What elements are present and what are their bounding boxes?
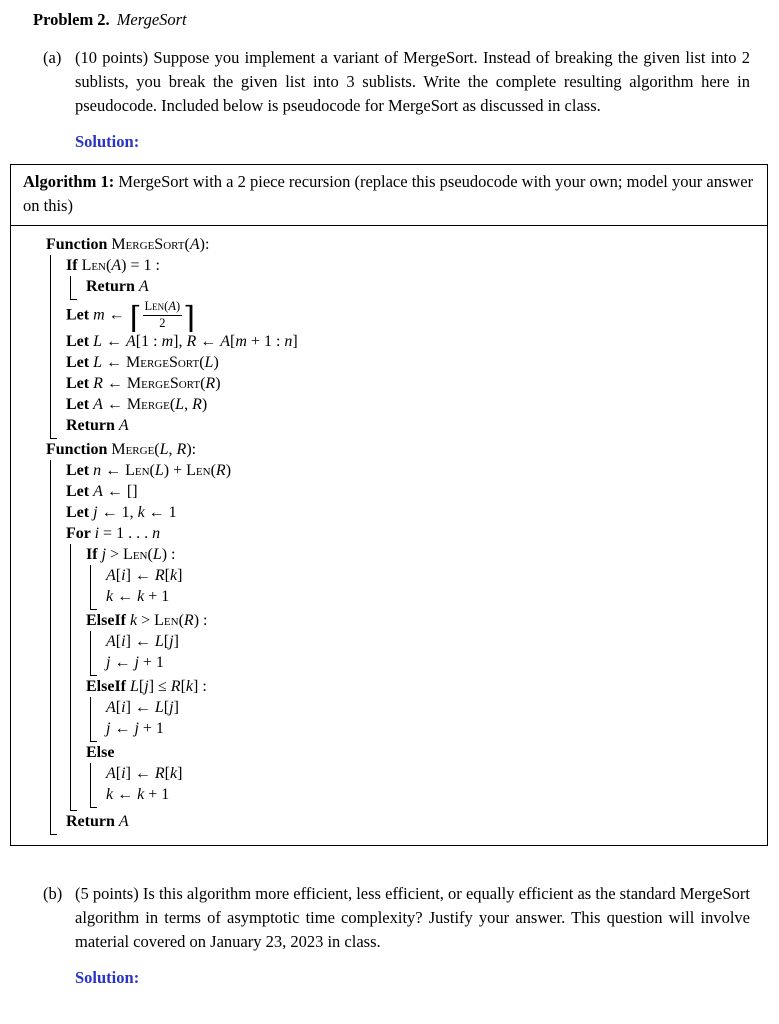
algorithm-line bbox=[66, 523, 757, 544]
algo-token: L bbox=[175, 396, 185, 414]
algo-token: k bbox=[106, 786, 114, 804]
algorithm-line bbox=[66, 394, 757, 415]
algorithm-line bbox=[86, 676, 757, 697]
algo-token: Let bbox=[66, 462, 94, 480]
algo-token: j bbox=[101, 546, 107, 564]
algorithm-line bbox=[66, 331, 757, 352]
problem-label: Problem 2. bbox=[33, 10, 110, 29]
algo-token: ], bbox=[173, 333, 187, 351]
algo-token: A bbox=[106, 765, 116, 783]
algo-token: [ bbox=[115, 567, 122, 585]
algo-token: j bbox=[144, 678, 149, 696]
algo-token: Return bbox=[66, 813, 119, 831]
algo-token: Return bbox=[86, 278, 139, 295]
algo-token: For bbox=[66, 525, 95, 543]
algorithm-line bbox=[106, 763, 757, 784]
algorithm-block bbox=[70, 544, 757, 811]
algo-token: Let bbox=[66, 306, 94, 324]
part-b-label: (b) bbox=[43, 884, 63, 904]
algo-token: ← bbox=[104, 306, 129, 324]
solution-label: Solution: bbox=[75, 968, 140, 988]
algo-token: If bbox=[86, 546, 102, 564]
algorithm-line bbox=[46, 439, 757, 460]
algo-token: ) bbox=[175, 299, 181, 313]
algo-token: ← bbox=[196, 333, 221, 351]
solution-label: Solution: bbox=[75, 132, 140, 151]
algo-token: j bbox=[106, 720, 111, 738]
algorithm-caption bbox=[11, 165, 767, 226]
algo-token: ] bbox=[177, 765, 183, 783]
algo-token: R bbox=[154, 765, 165, 783]
algo-token: k bbox=[137, 588, 145, 606]
algorithm-block bbox=[90, 697, 757, 742]
algo-token: L bbox=[154, 633, 164, 651]
algo-token: ← bbox=[113, 786, 138, 804]
algo-token: + 1 bbox=[138, 654, 164, 672]
algo-token: ( bbox=[149, 462, 155, 480]
algo-token: ): bbox=[186, 441, 197, 459]
algorithm-block bbox=[90, 565, 757, 610]
algo-token: + 1 bbox=[138, 720, 164, 738]
algo-token: A bbox=[111, 257, 122, 274]
algo-token: R bbox=[192, 396, 202, 414]
algo-token: [ bbox=[115, 699, 122, 717]
algo-token: ( bbox=[147, 546, 153, 564]
algo-token: [ bbox=[115, 633, 122, 651]
algo-token: Let bbox=[66, 333, 94, 351]
algorithm-line bbox=[66, 460, 757, 481]
algo-token: k bbox=[185, 678, 194, 696]
algo-token: [ bbox=[230, 333, 236, 351]
algo-token: Else bbox=[86, 744, 115, 762]
algo-token: A bbox=[118, 417, 129, 435]
algorithm-line bbox=[86, 742, 757, 763]
algo-token: ] bbox=[173, 699, 179, 717]
algo-token: m bbox=[161, 333, 174, 351]
algo-token: L bbox=[154, 462, 164, 480]
algorithm-line bbox=[66, 481, 757, 502]
algo-token: L bbox=[152, 546, 162, 564]
algorithm-line bbox=[46, 234, 757, 255]
algo-token: i bbox=[121, 699, 126, 717]
algo-token: > bbox=[137, 612, 155, 630]
algorithm-line bbox=[86, 544, 757, 565]
algo-token: ( bbox=[200, 375, 206, 393]
algo-token: A bbox=[93, 483, 103, 501]
algorithm-line bbox=[106, 718, 757, 739]
algo-token: A bbox=[106, 699, 116, 717]
algo-token: [ bbox=[115, 765, 122, 783]
algo-token: + 1 bbox=[144, 786, 170, 804]
algo-token: Function bbox=[46, 441, 112, 459]
algorithm-line bbox=[106, 784, 757, 805]
algo-token: j bbox=[169, 633, 174, 651]
algo-token: A bbox=[220, 333, 231, 351]
algo-token: Len bbox=[154, 612, 179, 630]
algo-token: A bbox=[93, 396, 103, 414]
algo-token: A bbox=[189, 236, 200, 253]
algo-token: m bbox=[235, 333, 247, 351]
algo-token: ] ← bbox=[125, 699, 155, 717]
algo-token: A bbox=[118, 813, 129, 831]
algo-token: L bbox=[130, 678, 139, 696]
algorithm-line bbox=[66, 502, 757, 523]
fraction bbox=[143, 300, 183, 330]
algo-token: ( bbox=[169, 396, 176, 414]
algo-token: n bbox=[284, 333, 293, 351]
algo-token: k bbox=[130, 612, 138, 630]
fraction-numerator bbox=[143, 300, 183, 316]
problem-title bbox=[33, 8, 750, 32]
algo-token: [ bbox=[164, 765, 170, 783]
algo-token: L bbox=[154, 699, 164, 717]
algo-token: MergeSort bbox=[126, 375, 201, 393]
algo-token: R bbox=[170, 678, 181, 696]
algo-token: ] bbox=[292, 333, 298, 351]
algo-token: MergeSort bbox=[111, 236, 185, 253]
algo-token: A bbox=[138, 278, 149, 295]
algo-token: k bbox=[137, 786, 145, 804]
algo-token: R bbox=[93, 375, 103, 393]
algo-token: ) bbox=[213, 354, 219, 372]
algo-token: ( bbox=[184, 236, 190, 253]
algo-token: L bbox=[93, 333, 103, 351]
algorithm-caption-text: MergeSort with a 2 piece recursion (replace this pseudocode with your own; model your answer on this) bbox=[23, 172, 754, 215]
algo-token: ) + bbox=[163, 462, 187, 480]
algo-token: ] ← bbox=[125, 765, 155, 783]
algo-token: L bbox=[159, 441, 169, 459]
algo-token: [1 : bbox=[135, 333, 162, 351]
algo-token: R bbox=[183, 612, 194, 630]
algo-token: ← bbox=[102, 354, 127, 372]
algo-token: R bbox=[154, 567, 165, 585]
algo-token: Let bbox=[66, 354, 94, 372]
algo-token: i bbox=[121, 633, 126, 651]
algo-token: k bbox=[106, 588, 114, 606]
algo-token: ] ≤ bbox=[148, 678, 171, 696]
algo-token: A bbox=[106, 633, 116, 651]
algo-token: n bbox=[152, 525, 161, 543]
algo-token: ): bbox=[199, 236, 210, 253]
algorithm-block bbox=[70, 276, 757, 300]
algo-token: + 1 bbox=[144, 588, 170, 606]
algo-token: ( bbox=[178, 612, 184, 630]
algorithm-line bbox=[106, 565, 757, 586]
algo-token: R bbox=[176, 441, 187, 459]
algorithm-line bbox=[86, 276, 757, 297]
algo-token: ← 1, bbox=[97, 504, 138, 522]
algo-token: ← bbox=[110, 654, 135, 672]
algo-token: R bbox=[186, 333, 197, 351]
algo-token: [ bbox=[180, 678, 186, 696]
algo-token: R bbox=[205, 375, 216, 393]
algorithm-line bbox=[106, 652, 757, 673]
algo-token: A bbox=[168, 299, 176, 313]
algo-token: Let bbox=[66, 483, 94, 501]
algorithm-block bbox=[50, 255, 757, 439]
algo-token: Return bbox=[66, 417, 119, 435]
algorithm-line bbox=[86, 610, 757, 631]
algo-token: A bbox=[106, 567, 116, 585]
algo-token: ) bbox=[215, 375, 221, 393]
algo-token: ← bbox=[101, 462, 126, 480]
fraction-denominator bbox=[143, 316, 183, 331]
algorithm-block bbox=[90, 631, 757, 676]
algo-token: ( bbox=[210, 462, 216, 480]
algorithm-caption-label: Algorithm 1: bbox=[23, 172, 115, 191]
algo-token: Len bbox=[81, 257, 106, 274]
algorithm-box bbox=[10, 164, 768, 846]
algo-token: Merge bbox=[126, 396, 170, 414]
algorithm-line bbox=[66, 415, 757, 436]
algo-token: ] : bbox=[193, 678, 207, 696]
ceiling-fraction bbox=[129, 299, 195, 337]
algo-token: Len bbox=[186, 462, 211, 480]
algo-token: Let bbox=[66, 396, 94, 414]
algorithm-line bbox=[106, 586, 757, 607]
algorithm-line bbox=[66, 352, 757, 373]
algorithm-line bbox=[66, 373, 757, 394]
algo-token: j bbox=[169, 699, 174, 717]
algo-token: = 1 . . . bbox=[99, 525, 153, 543]
algo-token: j bbox=[134, 720, 139, 738]
algo-token: k bbox=[137, 504, 145, 522]
algo-token: j bbox=[106, 654, 111, 672]
algo-token: m bbox=[93, 306, 105, 324]
algo-token: n bbox=[93, 462, 102, 480]
part-a-text: (10 points) Suppose you implement a variant of MergeSort. Instead of breaking the given list into 2 sublists, you break the given list into 3 sublists. Write the complete resulting algorithm here in pseudocode. Included below is pseudocode for MergeSort as discussed in class. bbox=[75, 48, 750, 115]
algo-token: ← 1 bbox=[144, 504, 177, 522]
algo-token: i bbox=[94, 525, 100, 543]
algorithm-block bbox=[50, 460, 757, 835]
algo-token: Function bbox=[46, 236, 112, 253]
part-a-label: (a) bbox=[43, 48, 62, 67]
algo-token: , bbox=[184, 396, 193, 414]
algo-token: ( bbox=[164, 299, 169, 313]
algo-token: ( bbox=[154, 441, 160, 459]
algo-token: ) bbox=[201, 396, 208, 414]
algo-token: [ bbox=[164, 567, 170, 585]
right-ceiling-symbol: ⌉ bbox=[183, 301, 195, 337]
algorithm-line bbox=[66, 811, 757, 832]
algo-token: i bbox=[121, 567, 126, 585]
algo-token: Let bbox=[66, 375, 94, 393]
algo-token: j bbox=[93, 504, 98, 522]
algo-token: ← [] bbox=[102, 483, 138, 501]
algo-token: ( bbox=[106, 257, 112, 274]
algo-token: ] ← bbox=[125, 567, 155, 585]
algo-token: Len bbox=[123, 546, 148, 564]
algo-token: ] bbox=[177, 567, 183, 585]
algo-token: ) : bbox=[193, 612, 208, 630]
algo-token: ) = 1 : bbox=[121, 257, 160, 274]
algo-token: > bbox=[106, 546, 124, 564]
algorithm-line bbox=[66, 299, 757, 337]
algo-token: ← bbox=[102, 396, 127, 414]
algo-token: L bbox=[204, 354, 214, 372]
algo-token: ElseIf bbox=[86, 612, 130, 630]
algo-token: k bbox=[170, 567, 178, 585]
algorithm-line bbox=[106, 697, 757, 718]
algo-token: ElseIf bbox=[86, 678, 130, 696]
algorithm-block bbox=[90, 763, 757, 808]
algo-token: ) bbox=[225, 462, 232, 480]
algorithm-body bbox=[11, 226, 767, 845]
algo-token: + 1 : bbox=[246, 333, 285, 351]
algorithm-line bbox=[66, 255, 757, 276]
algo-token: If bbox=[66, 257, 82, 274]
algo-token: [ bbox=[163, 699, 170, 717]
part-b bbox=[43, 882, 750, 954]
algorithm-line bbox=[106, 631, 757, 652]
algo-token: ← bbox=[113, 588, 138, 606]
algo-token: Len bbox=[144, 299, 165, 313]
problem-name: MergeSort bbox=[116, 10, 187, 29]
algo-token: ) : bbox=[161, 546, 176, 564]
algo-token: ( bbox=[199, 354, 205, 372]
part-a bbox=[43, 46, 750, 118]
algo-token: A bbox=[126, 333, 136, 351]
algo-token: ← bbox=[102, 375, 127, 393]
algo-token: k bbox=[170, 765, 178, 783]
algo-token: L bbox=[93, 354, 103, 372]
algo-token: j bbox=[134, 654, 139, 672]
algo-token: Len bbox=[125, 462, 150, 480]
algo-token: ] ← bbox=[125, 633, 155, 651]
left-ceiling-symbol: ⌈ bbox=[129, 301, 142, 337]
algo-token: Merge bbox=[111, 441, 155, 459]
algo-token: , bbox=[168, 441, 177, 459]
algo-token: 2 bbox=[159, 315, 166, 330]
algo-token: ] bbox=[173, 633, 179, 651]
algo-token: [ bbox=[163, 633, 170, 651]
part-b-text: (5 points) Is this algorithm more efficient, less efficient, or equally efficient as the standard MergeSort algorithm in terms of asymptotic time complexity? Justify your answer. This question will involve material covered on January 23, 2023 in class. bbox=[75, 884, 750, 952]
algo-token: Let bbox=[66, 504, 94, 522]
algo-token: ← bbox=[110, 720, 135, 738]
algo-token: R bbox=[215, 462, 226, 480]
algo-token: MergeSort bbox=[126, 354, 200, 372]
algo-token: ← bbox=[102, 333, 127, 351]
algo-token: [ bbox=[138, 678, 145, 696]
algo-token: i bbox=[121, 765, 126, 783]
